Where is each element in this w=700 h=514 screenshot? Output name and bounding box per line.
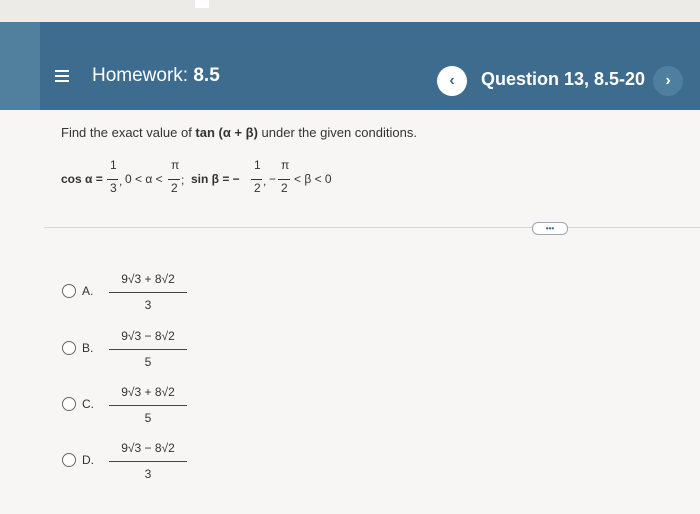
beta-range: < β < 0 — [294, 172, 332, 186]
answer-option-d[interactable] — [62, 441, 262, 491]
prompt-text: Find the exact value of — [61, 125, 196, 140]
homework-title-prefix: Homework: — [92, 65, 189, 86]
radio-button[interactable] — [62, 397, 76, 411]
option-letter: C. — [82, 397, 94, 411]
homework-title-number: 8.5 — [193, 65, 220, 86]
pi-numerator-2: π — [281, 158, 290, 172]
separator-3: , — [263, 174, 267, 188]
hamburger-menu-icon[interactable] — [55, 70, 69, 82]
problem-prompt — [61, 125, 417, 140]
pi-denominator-2: 2 — [281, 181, 288, 195]
sin-fraction-bar — [251, 179, 262, 180]
separator-2: ; — [181, 173, 185, 187]
sin-numerator: 1 — [254, 158, 261, 172]
cos-label: cos α = — [61, 172, 103, 186]
option-letter: A. — [82, 284, 94, 298]
answer-option-c[interactable] — [62, 385, 262, 435]
option-fraction-bar — [109, 461, 187, 462]
option-letter: B. — [82, 341, 94, 355]
option-denominator: 3 — [144, 298, 152, 312]
section-divider — [44, 227, 700, 228]
option-numerator: 9√3 − 8√2 — [121, 441, 175, 455]
option-numerator: 9√3 + 8√2 — [121, 385, 175, 399]
question-content — [0, 110, 700, 514]
pi-denominator-1: 2 — [171, 181, 178, 195]
option-fraction-bar — [109, 349, 187, 350]
option-numerator: 9√3 − 8√2 — [121, 329, 175, 343]
option-fraction-bar — [109, 405, 187, 406]
option-denominator: 5 — [144, 355, 152, 369]
alpha-range: 0 < α < — [125, 172, 163, 186]
pi-fraction-bar-2 — [278, 179, 290, 180]
answer-option-a[interactable] — [62, 272, 262, 322]
radio-button[interactable] — [62, 453, 76, 467]
sin-label: sin β = − — [191, 172, 240, 186]
assignment-header — [0, 22, 700, 110]
option-numerator: 9√3 + 8√2 — [121, 272, 175, 286]
header-left-bar — [0, 22, 40, 110]
pi-fraction-bar-1 — [168, 179, 180, 180]
prompt-expression: tan (α + β) — [195, 125, 258, 140]
sin-denominator: 2 — [254, 181, 261, 195]
previous-question-button[interactable]: ‹ — [437, 66, 467, 96]
given-conditions — [61, 152, 481, 202]
homework-title — [92, 65, 220, 87]
cos-numerator: 1 — [110, 158, 117, 172]
negative-sign: − — [269, 172, 277, 186]
top-notch — [195, 0, 209, 8]
option-denominator: 5 — [144, 411, 152, 425]
option-denominator: 3 — [144, 467, 152, 481]
browser-top-strip — [0, 0, 700, 22]
more-options-button[interactable]: ••• — [532, 222, 568, 235]
option-letter: D. — [82, 453, 94, 467]
radio-button[interactable] — [62, 341, 76, 355]
separator-1: , — [119, 174, 123, 188]
next-question-button[interactable]: › — [653, 66, 683, 96]
question-label[interactable]: Question 13, 8.5-20 — [481, 69, 646, 89]
pi-numerator-1: π — [171, 158, 180, 172]
answer-option-b[interactable] — [62, 329, 262, 379]
cos-denominator: 3 — [110, 181, 117, 195]
radio-button[interactable] — [62, 284, 76, 298]
option-fraction-bar — [109, 292, 187, 293]
cos-fraction-bar — [107, 179, 118, 180]
prompt-suffix: under the given conditions. — [257, 125, 417, 140]
